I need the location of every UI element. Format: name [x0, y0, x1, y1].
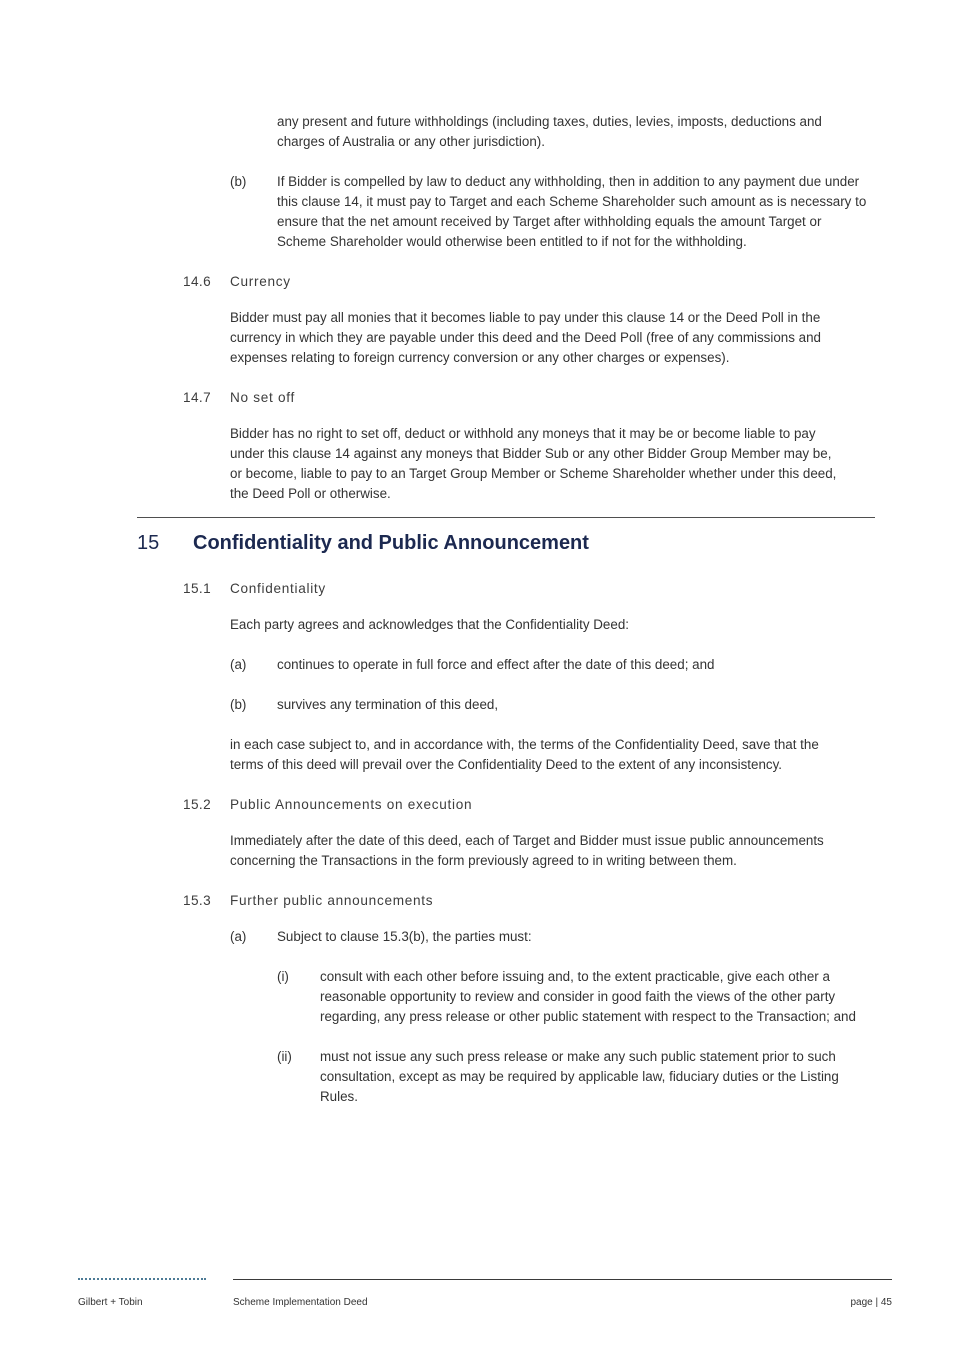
subsection-heading-14-7	[183, 388, 965, 408]
subsection-heading-15-1	[183, 579, 965, 599]
subsection-title: Further public announcements	[230, 893, 434, 908]
clause-15-3a-ii-text: must not issue any such press release or make any such public statement prior to such consultation, except as may be required by applicable law, fiduciary duties or the Listing Rules.	[320, 1049, 839, 1104]
clause-14-6-paragraph: Bidder must pay all monies that it becomes liable to pay under this clause 14 or the Deed Poll in the currency in which they are payable under this deed and the Deed Poll (free of any commissions and expenses relating to foreign currency conversion or any other charges or expenses).	[230, 310, 822, 365]
clause-15-1b-text: survives any termination of this deed,	[277, 697, 499, 712]
clause-14b-text: If Bidder is compelled by law to deduct any withholding, then in addition to any payment due under this clause 14, it must pay to Target and each Scheme Shareholder such amount as is necessary to ensure that the net amount received by Target after withholding equals the amount Target or Scheme Shareholder would otherwise been entitled to if not for the withholding.	[277, 174, 867, 249]
subsection-heading-14-6	[183, 272, 965, 292]
subsection-title: Public Announcements on execution	[230, 797, 473, 812]
clause-14-7-paragraph: Bidder has no right to set off, deduct or withhold any moneys that it may be or become liable to pay under this clause 14 against any moneys that Bidder Sub or any other Bidder Group Member may be, or become, liable to pay to an Target Group Member or Scheme Shareholder whether under this deed, the Deed Poll or otherwise.	[230, 426, 837, 501]
clause-15-3a-ii-list-item	[277, 1047, 965, 1107]
footer-firm-name: Gilbert + Tobin	[78, 1297, 143, 1308]
subsection-number: 15.1	[183, 581, 212, 596]
clause-14b-list-item	[230, 172, 965, 252]
subsection-number: 15.2	[183, 797, 212, 812]
subsection-number: 15.3	[183, 893, 212, 908]
clause-15-3a-i-text: consult with each other before issuing and, to the extent practicable, give each other a reasonable opportunity to review and consider in good faith the views of the other party regarding, any press release or other public statement with respect to the Transaction; and	[320, 969, 856, 1024]
clause-15-2-paragraph: Immediately after the date of this deed, each of Target and Bidder must issue public announcements concerning the Transactions in the form previously agreed to in writing between them.	[230, 833, 824, 868]
subsection-title: No set off	[230, 390, 295, 405]
subsection-heading-15-3	[183, 891, 965, 911]
section-heading-15	[137, 529, 965, 557]
list-marker-i: (i)	[277, 969, 289, 984]
footer-dotted-divider	[78, 1278, 206, 1280]
footer-divider-rule	[233, 1279, 892, 1280]
section-divider-rule	[137, 517, 875, 518]
clause-15-1-outro-paragraph: in each case subject to, and in accordance with, the terms of the Confidentiality Deed, save that the terms of this deed will prevail over the Confidentiality Deed to the extent of any inconsistency.	[230, 737, 819, 772]
section-number: 15	[137, 532, 160, 554]
subsection-number: 14.7	[183, 390, 212, 405]
list-marker-b: (b)	[230, 174, 247, 189]
subsection-heading-15-2	[183, 795, 965, 815]
clause-15-1b-list-item	[230, 695, 965, 715]
clause-15-3a-i-list-item	[277, 967, 965, 1027]
footer-page-number: page | 45	[850, 1297, 892, 1308]
footer-document-title: Scheme Implementation Deed	[233, 1297, 368, 1308]
subsection-title: Confidentiality	[230, 581, 326, 596]
subsection-number: 14.6	[183, 274, 212, 289]
list-marker-ii: (ii)	[277, 1049, 292, 1064]
clause-15-1a-list-item	[230, 655, 965, 675]
document-body	[0, 112, 965, 1127]
list-marker-a: (a)	[230, 929, 247, 944]
list-marker-a: (a)	[230, 657, 247, 672]
clause-15-3a-list-item	[230, 927, 965, 947]
clause-14a-continuation-paragraph: any present and future withholdings (including taxes, duties, levies, imposts, deductions and charges of Australia or any other jurisdiction).	[277, 114, 822, 149]
subsection-title: Currency	[230, 274, 291, 289]
clause-15-3a-text: Subject to clause 15.3(b), the parties must:	[277, 929, 532, 944]
clause-15-1-intro-paragraph: Each party agrees and acknowledges that the Confidentiality Deed:	[230, 617, 629, 632]
clause-15-1a-text: continues to operate in full force and effect after the date of this deed; and	[277, 657, 715, 672]
section-title: Confidentiality and Public Announcement	[193, 532, 589, 554]
list-marker-b: (b)	[230, 697, 247, 712]
